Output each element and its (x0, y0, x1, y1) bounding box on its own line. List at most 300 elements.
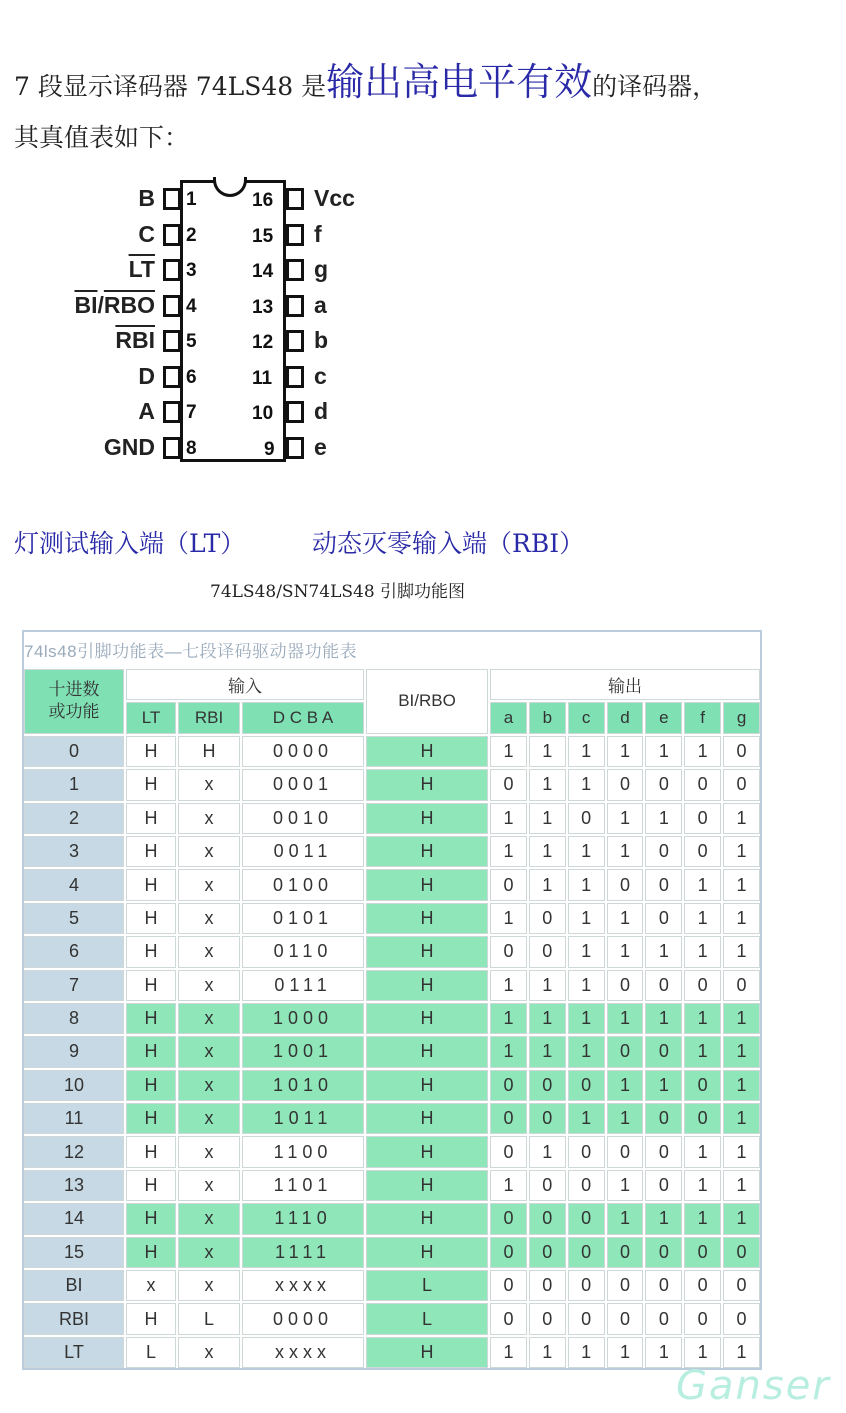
cell-seg-e: 0 (645, 1136, 682, 1167)
cell-seg-b: 1 (529, 1136, 566, 1167)
cell-rbi: x (178, 1337, 240, 1368)
cell-bi-rbo: H (366, 769, 488, 800)
cell-seg-b: 1 (529, 736, 566, 767)
table-row (24, 903, 760, 934)
pin-2-box (163, 224, 181, 246)
pin-number: 1 (186, 189, 197, 210)
pin-number: 10 (252, 403, 274, 424)
cell-seg-b: 1 (529, 769, 566, 800)
cell-dcba: xxxx (242, 1270, 364, 1301)
pin-9-box (286, 437, 304, 459)
pin-label-text: B (138, 185, 155, 211)
pin-label: Vcc (314, 185, 355, 211)
cell-bi-rbo: H (366, 803, 488, 834)
cell-seg-f: 0 (684, 1303, 721, 1334)
pin-8-box (163, 437, 181, 459)
cell-seg-f: 1 (684, 1337, 721, 1368)
cell-dcba: 0001 (242, 769, 364, 800)
pin-6-box (163, 366, 181, 388)
hdr-input: 输入 (126, 669, 364, 700)
cell-dcba: 1010 (242, 1070, 364, 1101)
cell-seg-d: 1 (607, 903, 644, 934)
cell-seg-b: 1 (529, 970, 566, 1001)
table-row (24, 970, 760, 1001)
cell-seg-a: 0 (490, 1237, 527, 1268)
cell-decimal: LT (24, 1337, 124, 1368)
cell-seg-a: 1 (490, 736, 527, 767)
hdr-bi-rbo: BI/RBO (366, 669, 488, 734)
table-row (24, 836, 760, 867)
cell-seg-f: 1 (684, 1036, 721, 1067)
table-row (24, 1203, 760, 1234)
cell-seg-c: 1 (568, 936, 605, 967)
cell-seg-c: 1 (568, 1036, 605, 1067)
cell-seg-g: 1 (723, 1003, 760, 1034)
cell-seg-e: 1 (645, 736, 682, 767)
pin-label-text: $\overline{RBI}$ (115, 327, 155, 353)
cell-dcba: 1111 (242, 1237, 364, 1268)
cell-bi-rbo: H (366, 1237, 488, 1268)
hdr-output: 输出 (490, 669, 760, 700)
pin-label: f (314, 220, 322, 247)
pin-label (5, 327, 155, 354)
cell-seg-e: 1 (645, 1003, 682, 1034)
cell-lt: H (126, 1003, 176, 1034)
cell-lt: H (126, 903, 176, 934)
cell-seg-c: 1 (568, 736, 605, 767)
pin-label-text: $\overline{LT}$ (128, 256, 155, 282)
table-row (24, 1036, 760, 1067)
cell-seg-d: 0 (607, 1303, 644, 1334)
pin-number: 12 (252, 332, 274, 353)
cell-lt: H (126, 970, 176, 1001)
cell-decimal: 11 (24, 1103, 124, 1134)
cell-seg-d: 1 (607, 936, 644, 967)
cell-dcba: 0000 (242, 1303, 364, 1334)
table-row (24, 1237, 760, 1268)
cell-seg-a: 1 (490, 836, 527, 867)
cell-rbi: x (178, 836, 240, 867)
cell-seg-f: 0 (684, 803, 721, 834)
hdr-dcba: D C B A (242, 702, 364, 733)
cell-dcba: 1000 (242, 1003, 364, 1034)
pin-10-box (286, 401, 304, 423)
cell-lt: H (126, 1103, 176, 1134)
cell-decimal: 15 (24, 1237, 124, 1268)
cell-seg-f: 1 (684, 936, 721, 967)
pin-4-box (163, 295, 181, 317)
cell-seg-f: 0 (684, 836, 721, 867)
cell-dcba: 1001 (242, 1036, 364, 1067)
cell-seg-b: 0 (529, 1070, 566, 1101)
pin-label (5, 434, 155, 461)
cell-seg-c: 0 (568, 1237, 605, 1268)
cell-lt: H (126, 769, 176, 800)
cell-seg-g: 1 (723, 1136, 760, 1167)
pin-5-box (163, 330, 181, 352)
cell-lt: H (126, 869, 176, 900)
cell-seg-e: 0 (645, 1303, 682, 1334)
table-row (24, 1136, 760, 1167)
pin-12-box (286, 330, 304, 352)
cell-seg-c: 0 (568, 1170, 605, 1201)
cell-seg-b: 0 (529, 1170, 566, 1201)
cell-bi-rbo: H (366, 736, 488, 767)
cell-dcba: 1011 (242, 1103, 364, 1134)
cell-seg-d: 1 (607, 1337, 644, 1368)
cell-bi-rbo: H (366, 836, 488, 867)
cell-rbi: x (178, 1070, 240, 1101)
cell-seg-c: 1 (568, 970, 605, 1001)
cell-seg-c: 0 (568, 1203, 605, 1234)
cell-decimal: 0 (24, 736, 124, 767)
pin-number: 3 (186, 260, 197, 281)
cell-rbi: x (178, 769, 240, 800)
pin-number: 14 (252, 261, 274, 282)
pin-number: 8 (186, 437, 197, 459)
cell-bi-rbo: L (366, 1303, 488, 1334)
cell-seg-a: 0 (490, 1203, 527, 1234)
cell-seg-d: 0 (607, 1136, 644, 1167)
cell-decimal: 14 (24, 1203, 124, 1234)
cell-seg-c: 0 (568, 1070, 605, 1101)
cell-decimal: 3 (24, 836, 124, 867)
cell-bi-rbo: H (366, 1070, 488, 1101)
cell-lt: H (126, 1170, 176, 1201)
table-row (24, 736, 760, 767)
cell-lt: H (126, 1136, 176, 1167)
cell-seg-b: 0 (529, 936, 566, 967)
cell-seg-d: 1 (607, 836, 644, 867)
cell-seg-e: 0 (645, 1237, 682, 1268)
table-row (24, 803, 760, 834)
cell-seg-g: 0 (723, 1237, 760, 1268)
table-row (24, 1270, 760, 1301)
cell-seg-f: 1 (684, 1136, 721, 1167)
cell-bi-rbo: H (366, 869, 488, 900)
pin-label-text: GND (103, 433, 155, 460)
cell-decimal: 6 (24, 936, 124, 967)
cell-rbi: x (178, 1203, 240, 1234)
cell-seg-f: 0 (684, 970, 721, 1001)
cell-bi-rbo: H (366, 903, 488, 934)
cell-seg-e: 0 (645, 970, 682, 1001)
cell-seg-b: 1 (529, 803, 566, 834)
table-row (24, 936, 760, 967)
cell-decimal: RBI (24, 1303, 124, 1334)
cell-rbi: x (178, 1103, 240, 1134)
cell-rbi: x (178, 1270, 240, 1301)
cell-lt: H (126, 1203, 176, 1234)
pin-label: a (314, 291, 327, 318)
cell-seg-g: 1 (723, 1203, 760, 1234)
cell-rbi: x (178, 1170, 240, 1201)
table-row (24, 1003, 760, 1034)
pin-figure-caption: 74LS48/SN74LS48 引脚功能图 (210, 582, 466, 602)
table-row (24, 1337, 760, 1368)
pin-label-sep: / (97, 291, 104, 318)
intro-text-1: 7 段显示译码器 74LS48 是 (14, 72, 327, 101)
cell-seg-e: 1 (645, 1337, 682, 1368)
cell-seg-d: 1 (607, 1070, 644, 1101)
cell-seg-a: 0 (490, 869, 527, 900)
cell-seg-a: 0 (490, 1136, 527, 1167)
cell-decimal: BI (24, 1270, 124, 1301)
cell-lt: H (126, 1070, 176, 1101)
cell-seg-f: 1 (684, 1203, 721, 1234)
cell-seg-g: 1 (723, 836, 760, 867)
pin-label: e (314, 433, 327, 460)
cell-seg-b: 0 (529, 1303, 566, 1334)
cell-seg-d: 1 (607, 1203, 644, 1234)
cell-seg-d: 1 (607, 1003, 644, 1034)
cell-rbi: x (178, 1003, 240, 1034)
cell-decimal: 10 (24, 1070, 124, 1101)
cell-seg-d: 1 (607, 803, 644, 834)
watermark: Ganser (676, 1363, 831, 1409)
pin-label (5, 398, 155, 425)
cell-decimal: 9 (24, 1036, 124, 1067)
cell-lt: H (126, 803, 176, 834)
cell-seg-g: 1 (723, 1036, 760, 1067)
intro-highlight: 输出高电平有效 (326, 60, 593, 104)
pin-label-part: $\overline{BI}$ (74, 291, 98, 318)
cell-seg-g: 1 (723, 936, 760, 967)
cell-dcba: 0000 (242, 736, 364, 767)
cell-seg-a: 1 (490, 970, 527, 1001)
intro-text-2: 的译码器， (592, 72, 718, 101)
pin-label: b (314, 327, 329, 353)
cell-seg-f: 1 (684, 903, 721, 934)
caption-rbi: 动态灭零输入端（RBI） (312, 529, 585, 558)
cell-seg-b: 1 (529, 1003, 566, 1034)
cell-seg-g: 1 (723, 1170, 760, 1201)
cell-seg-e: 0 (645, 903, 682, 934)
cell-dcba: xxxx (242, 1337, 364, 1368)
cell-seg-b: 0 (529, 903, 566, 934)
pin-label-text: A (138, 398, 155, 424)
pin-label (5, 363, 155, 390)
cell-bi-rbo: H (366, 1136, 488, 1167)
cell-seg-a: 0 (490, 1303, 527, 1334)
cell-bi-rbo: H (366, 1170, 488, 1201)
cell-seg-d: 0 (607, 1270, 644, 1301)
intro-line-2: 其真值表如下： (14, 123, 190, 152)
cell-rbi: x (178, 903, 240, 934)
cell-bi-rbo: L (366, 1270, 488, 1301)
cell-seg-f: 1 (684, 1003, 721, 1034)
pin-number: 6 (186, 366, 197, 388)
pin-label-part: $\overline{RBO}$ (103, 291, 155, 318)
cell-dcba: 1101 (242, 1170, 364, 1201)
cell-dcba: 0011 (242, 836, 364, 867)
cell-seg-g: 1 (723, 803, 760, 834)
cell-seg-a: 1 (490, 1003, 527, 1034)
pin-label-text: D (138, 362, 155, 389)
cell-decimal: 7 (24, 970, 124, 1001)
cell-bi-rbo: H (366, 1036, 488, 1067)
cell-seg-c: 0 (568, 1270, 605, 1301)
hdr-seg-g: g (723, 702, 760, 733)
cell-seg-d: 1 (607, 1103, 644, 1134)
cell-seg-e: 0 (645, 1036, 682, 1067)
caption-lt: 灯测试输入端（LT） (14, 529, 246, 558)
cell-seg-f: 0 (684, 1103, 721, 1134)
pin-13-box (286, 295, 304, 317)
cell-seg-f: 0 (684, 1070, 721, 1101)
cell-rbi: x (178, 869, 240, 900)
pin-11-box (286, 366, 304, 388)
cell-dcba: 0100 (242, 869, 364, 900)
hdr-lt: LT (126, 702, 176, 733)
cell-seg-b: 0 (529, 1270, 566, 1301)
cell-seg-a: 0 (490, 1070, 527, 1101)
cell-dcba: 0110 (242, 936, 364, 967)
cell-lt: H (126, 936, 176, 967)
cell-seg-g: 0 (723, 769, 760, 800)
cell-seg-a: 1 (490, 1170, 527, 1201)
cell-decimal: 8 (24, 1003, 124, 1034)
cell-seg-e: 1 (645, 1070, 682, 1101)
pin-number: 4 (186, 295, 197, 317)
cell-seg-b: 1 (529, 836, 566, 867)
cell-bi-rbo: H (366, 1337, 488, 1368)
cell-decimal: 12 (24, 1136, 124, 1167)
cell-seg-g: 1 (723, 1070, 760, 1101)
pin-number: 7 (186, 402, 197, 423)
cell-seg-b: 1 (529, 1337, 566, 1368)
cell-seg-d: 1 (607, 1170, 644, 1201)
cell-seg-d: 1 (607, 736, 644, 767)
pin-1-box (163, 188, 181, 210)
cell-seg-b: 0 (529, 1103, 566, 1134)
cell-dcba: 0101 (242, 903, 364, 934)
cell-seg-c: 0 (568, 1303, 605, 1334)
cell-seg-e: 1 (645, 1203, 682, 1234)
table-row (24, 1303, 760, 1334)
cell-dcba: 1110 (242, 1203, 364, 1234)
cell-dcba: 0111 (242, 970, 364, 1001)
cell-bi-rbo: H (366, 1203, 488, 1234)
cell-rbi: L (178, 1303, 240, 1334)
cell-bi-rbo: H (366, 1003, 488, 1034)
cell-seg-a: 1 (490, 903, 527, 934)
cell-bi-rbo: H (366, 936, 488, 967)
hdr-seg-b: b (529, 702, 566, 733)
cell-seg-g: 0 (723, 1270, 760, 1301)
cell-lt: H (126, 1036, 176, 1067)
hdr-decimal: 十进数 或功能 (24, 669, 124, 734)
cell-seg-c: 1 (568, 869, 605, 900)
hdr-seg-a: a (490, 702, 527, 733)
pin-label (5, 292, 155, 319)
cell-rbi: x (178, 970, 240, 1001)
cell-seg-e: 0 (645, 836, 682, 867)
pin-number: 11 (252, 367, 273, 389)
table-row (24, 769, 760, 800)
pin-label: g (314, 256, 329, 282)
intro-line-1 (14, 52, 717, 117)
cell-seg-a: 1 (490, 1036, 527, 1067)
cell-seg-f: 1 (684, 1170, 721, 1201)
pin-label (5, 221, 155, 248)
cell-seg-a: 0 (490, 1270, 527, 1301)
cell-decimal: 1 (24, 769, 124, 800)
cell-seg-d: 0 (607, 1036, 644, 1067)
cell-seg-a: 0 (490, 769, 527, 800)
cell-seg-c: 1 (568, 1003, 605, 1034)
cell-lt: x (126, 1270, 176, 1301)
cell-seg-c: 0 (568, 1136, 605, 1167)
pin-15-box (286, 224, 304, 246)
cell-seg-f: 0 (684, 769, 721, 800)
cell-rbi: x (178, 803, 240, 834)
cell-seg-e: 0 (645, 1103, 682, 1134)
cell-dcba: 0010 (242, 803, 364, 834)
cell-seg-e: 1 (645, 803, 682, 834)
cell-seg-e: 0 (645, 769, 682, 800)
cell-lt: H (126, 736, 176, 767)
cell-seg-e: 0 (645, 869, 682, 900)
cell-seg-d: 0 (607, 1237, 644, 1268)
cell-seg-e: 0 (645, 1170, 682, 1201)
cell-seg-f: 1 (684, 869, 721, 900)
cell-rbi: x (178, 1237, 240, 1268)
cell-seg-c: 1 (568, 1103, 605, 1134)
cell-lt: H (126, 1303, 176, 1334)
cell-seg-a: 1 (490, 803, 527, 834)
cell-seg-b: 1 (529, 1036, 566, 1067)
cell-seg-g: 1 (723, 903, 760, 934)
cell-dcba: 1100 (242, 1136, 364, 1167)
cell-seg-d: 0 (607, 869, 644, 900)
table-row (24, 1103, 760, 1134)
cell-seg-b: 0 (529, 1237, 566, 1268)
cell-seg-g: 0 (723, 1303, 760, 1334)
cell-seg-d: 0 (607, 970, 644, 1001)
pin-7-box (163, 401, 181, 423)
cell-bi-rbo: H (366, 1103, 488, 1134)
table-title: 74ls48引脚功能表—七段译码驱动器功能表 (24, 642, 358, 661)
cell-seg-a: 1 (490, 1337, 527, 1368)
cell-seg-d: 0 (607, 769, 644, 800)
cell-seg-b: 1 (529, 869, 566, 900)
cell-lt: H (126, 836, 176, 867)
hdr-seg-f: f (684, 702, 721, 733)
cell-seg-f: 1 (684, 736, 721, 767)
cell-seg-c: 1 (568, 769, 605, 800)
pin-label (5, 256, 155, 283)
cell-seg-g: 0 (723, 970, 760, 1001)
pin-label-text: C (138, 220, 155, 247)
ic-pinout-diagram (0, 170, 400, 470)
pin-number: 15 (252, 225, 274, 247)
pin-label (5, 185, 155, 212)
hdr-seg-d: d (607, 702, 644, 733)
pin-number: 5 (186, 331, 197, 352)
table-row (24, 1070, 760, 1101)
cell-lt: L (126, 1337, 176, 1368)
pin-label: c (314, 362, 327, 389)
cell-seg-a: 0 (490, 1103, 527, 1134)
cell-rbi: x (178, 936, 240, 967)
table-row (24, 869, 760, 900)
pin-14-box (286, 259, 304, 281)
cell-seg-e: 1 (645, 936, 682, 967)
hdr-rbi: RBI (178, 702, 240, 733)
cell-seg-c: 1 (568, 903, 605, 934)
pin-number: 9 (264, 438, 275, 460)
